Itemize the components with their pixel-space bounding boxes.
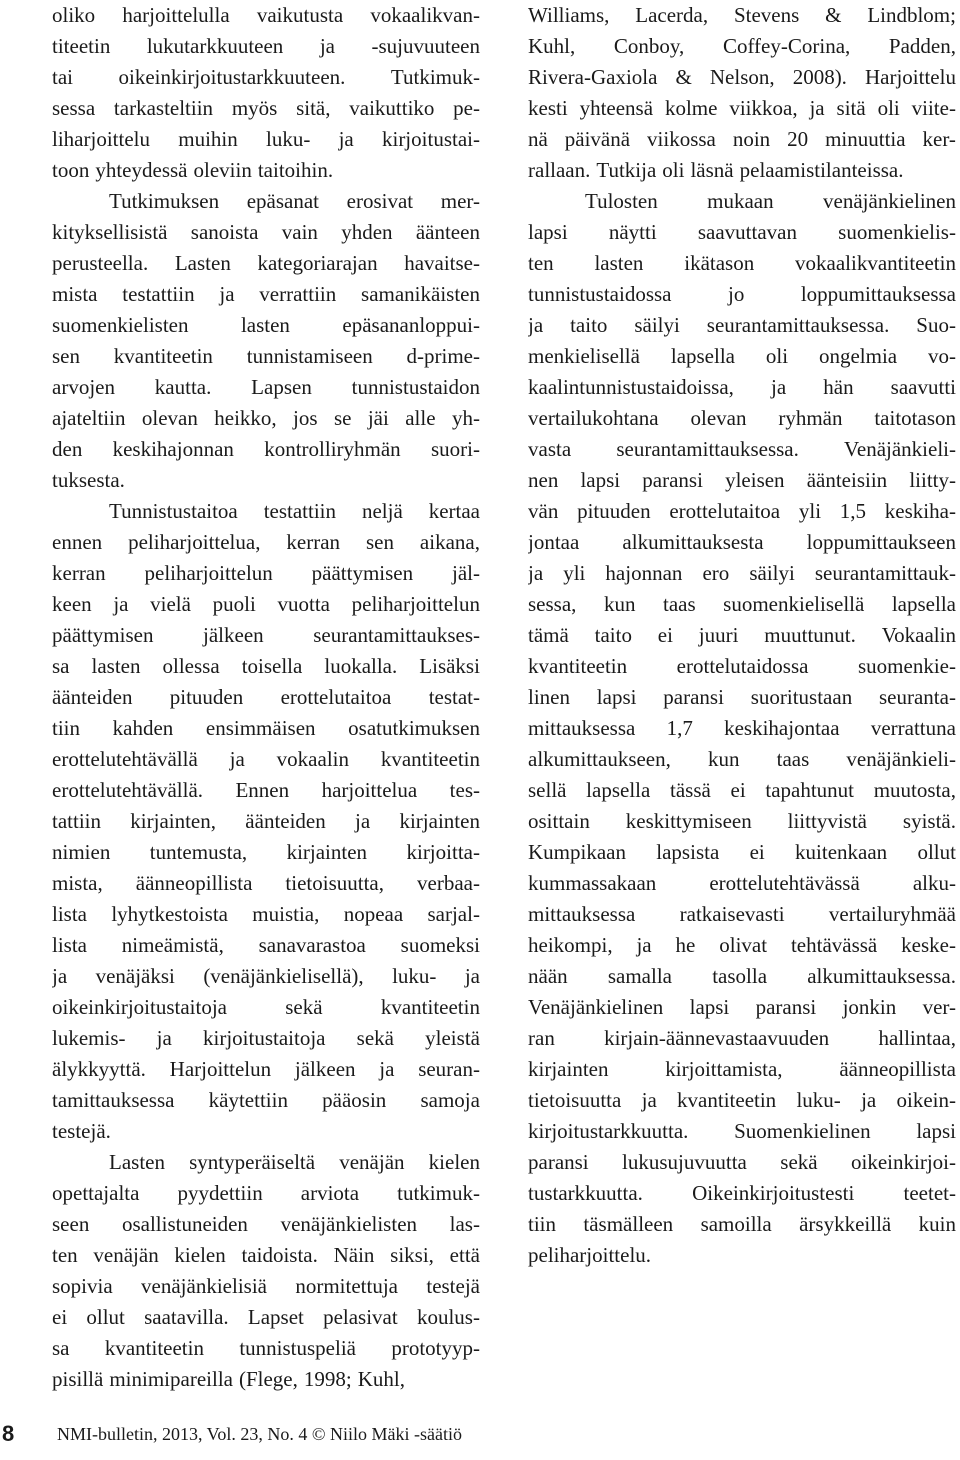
page-footer [0, 1421, 960, 1457]
text-line: mista testattiin ja verrattiin samanikäisten [52, 282, 480, 306]
text-line: kummassakaan erottelutehtävässä alku- [528, 871, 956, 895]
text-line: Tulosten mukaan venäjänkielinen [585, 189, 956, 213]
text-line: ten lasten ikätason vokaalikvantiteetin [528, 251, 956, 275]
text-line: tamittauksessa käytettiin pääosin samoja [52, 1088, 480, 1112]
page-number: 8 [2, 1421, 15, 1446]
text-line: den keskihajonnan kontrolliryhmän suori- [52, 437, 480, 461]
text-line: sopivia venäjänkielisiä normitettuja testejä [52, 1274, 480, 1298]
text-line: peliharjoittelu. [528, 1243, 652, 1267]
text-line: keen ja vielä puoli vuotta peliharjoittelun [52, 592, 480, 616]
text-line: jontaa alkumittauksesta loppumittaukseen [528, 530, 956, 554]
text-line: mittauksessa 1,7 keskihajontaa verrattuna [528, 716, 956, 740]
text-line: älykkyyttä. Harjoittelun jälkeen ja seuran- [52, 1057, 480, 1081]
text-line: ja taito säilyi seurantamittauksessa. Suo- [528, 313, 956, 337]
text-line: ten venäjän kielen taidoista. Näin siksi, että [52, 1243, 480, 1267]
text-line: mista, äänneopillista tietoisuutta, verbaa- [52, 871, 480, 895]
text-line: kirjoitustarkkuutta. Suomenkielinen lapsi [528, 1119, 956, 1143]
text-line: ajateltiin olevan heikko, jos se jäi alle yh- [52, 406, 480, 430]
text-line: nä päivänä viikossa noin 20 minuuttia ker- [528, 127, 956, 151]
text-line: Kuhl, Conboy, Coffey-Corina, Padden, [528, 34, 956, 58]
text-line: liharjoittelu muihin luku- ja kirjoitustai- [52, 127, 480, 151]
text-line: nään samalla tasolla alkumittauksessa. [528, 964, 956, 988]
text-line: arvojen kautta. Lapsen tunnistustaidon [52, 375, 480, 399]
text-line: Tunnistustaitoa testattiin neljä kertaa [109, 499, 480, 523]
text-line: menkielisellä lapsella oli ongelmia vo- [528, 344, 956, 368]
text-line: Kumpikaan lapsista ei kuitenkaan ollut [528, 840, 956, 864]
text-line: ja venäjäksi (venäjänkielisellä), luku- ja [52, 964, 480, 988]
text-line: erottelutehtävällä. Ennen harjoittelua tes- [52, 778, 480, 802]
text-line: testejä. [52, 1119, 111, 1143]
text-line: Venäjänkielinen lapsi paransi jonkin ver- [528, 995, 956, 1019]
text-line: pisillä minimipareilla (Flege, 1998; Kuhl, [52, 1367, 405, 1391]
text-line: tai oikeinkirjoitustarkkuuteen. Tutkimuk- [52, 65, 480, 89]
text-line: Tutkimuksen epäsanat erosivat mer- [109, 189, 480, 213]
text-line: nimien tuntemusta, kirjainten kirjoitta- [52, 840, 480, 864]
text-line: vasta seurantamittauksessa. Venäjänkieli- [528, 437, 956, 461]
text-line: toon yhteydessä oleviin taitoihin. [52, 158, 334, 182]
text-line: Williams, Lacerda, Stevens & Lindblom; [528, 3, 956, 27]
text-line: kerran peliharjoittelun päättymisen jäl- [52, 561, 480, 585]
text-line: kvantiteetin erottelutaidossa suomenkie- [528, 654, 956, 678]
text-line: opettajalta pyydettiin arviota tutkimuk- [52, 1181, 480, 1205]
text-line: tustarkkuutta. Oikeinkirjoitustesti teetet- [528, 1181, 956, 1205]
text-line: ei ollut saatavilla. Lapset pelasivat koulus- [52, 1305, 480, 1329]
text-line: sen kvantiteetin tunnistamiseen d-prime- [52, 344, 480, 368]
text-line: ja yli hajonnan ero säilyi seurantamittauk- [528, 561, 956, 585]
text-line: kityksellisistä sanoista vain yhden äänteen [52, 220, 480, 244]
text-line: lista lyhytkestoista muistia, nopeaa sarjal- [52, 902, 480, 926]
text-line: Lasten syntyperäiseltä venäjän kielen [109, 1150, 480, 1174]
text-line: tietoisuutta ja kvantiteetin luku- ja oikein- [528, 1088, 956, 1112]
text-line: titeetin lukutarkkuuteen ja -sujuvuuteen [52, 34, 480, 58]
text-line: tämä taito ei juuri muuttunut. Vokaalin [528, 623, 956, 647]
text-line: kesti yhteensä kolme viikkoa, ja sitä oli viite- [528, 96, 956, 120]
text-line: oikeinkirjoitustaitoja sekä kvantiteetin [52, 995, 480, 1019]
text-line: lukemis- ja kirjoitustaitoja sekä yleistä [52, 1026, 480, 1050]
text-line: rallaan. Tutkija oli läsnä pelaamistilanteissa. [528, 158, 904, 182]
text-line: heikompi, ja he olivat tehtävässä keske- [528, 933, 956, 957]
text-line: sa kvantiteetin tunnistuspeliä prototyyp- [52, 1336, 480, 1360]
text-line: tiin täsmälleen samoilla ärsykkeillä kuin [528, 1212, 956, 1236]
text-line: tiin kahden ensimmäisen osatutkimuksen [52, 716, 480, 740]
text-line: sessa, kun taas suomenkielisellä lapsella [528, 592, 956, 616]
left-text-column [52, 0, 480, 1395]
text-line: tattiin kirjainten, äänteiden ja kirjainten [52, 809, 480, 833]
text-line: tunnistustaidossa jo loppumittauksessa [528, 282, 956, 306]
text-line: vän pituuden erottelutaitoa yli 1,5 keskiha- [528, 499, 956, 523]
text-line: paransi lukusujuvuutta sekä oikeinkirjoi- [528, 1150, 956, 1174]
text-line: perusteella. Lasten kategoriarajan havaitse- [52, 251, 480, 275]
text-line: äänteiden pituuden erottelutaitoa testat- [52, 685, 480, 709]
text-line: kirjainten kirjoittamista, äänneopillista [528, 1057, 956, 1081]
right-text-column [528, 0, 956, 1271]
text-line: lista nimeämistä, sanavarastoa suomeksi [52, 933, 480, 957]
text-line: sa lasten ollessa toisella luokalla. Lisäksi [52, 654, 480, 678]
text-line: tuksesta. [52, 468, 125, 492]
text-line: päättymisen jälkeen seurantamittaukses- [52, 623, 480, 647]
text-line: ran kirjain-äännevastaavuuden hallintaa, [528, 1026, 956, 1050]
text-line: linen lapsi paransi suoritustaan seuranta- [528, 685, 956, 709]
text-line: lapsi näytti saavuttavan suomenkielis- [528, 220, 956, 244]
text-line: sellä lapsella tässä ei tapahtunut muutosta, [528, 778, 956, 802]
text-line: kaalintunnistustaidoissa, ja hän saavutti [528, 375, 956, 399]
text-line: seen osallistuneiden venäjänkielisten las- [52, 1212, 480, 1236]
text-line: erottelutehtävällä ja vokaalin kvantiteetin [52, 747, 480, 771]
text-line: sessa tarkasteltiin myös sitä, vaikuttiko pe- [52, 96, 480, 120]
text-line: vertailukohtana olevan ryhmän taitotason [528, 406, 956, 430]
text-line: oliko harjoittelulla vaikutusta vokaalikvan- [52, 3, 480, 27]
publication-info: NMI-bulletin, 2013, Vol. 23, No. 4 © Niilo Mäki -säätiö [57, 1424, 462, 1444]
text-line: mittauksessa ratkaisevasti vertailuryhmää [528, 902, 956, 926]
text-line: osittain keskittymiseen liittyvistä syistä. [528, 809, 956, 833]
text-line: nen lapsi paransi yleisen äänteisiin liitty- [528, 468, 956, 492]
text-line: alkumittaukseen, kun taas venäjänkieli- [528, 747, 956, 771]
text-line: suomenkielisten lasten epäsananloppui- [52, 313, 480, 337]
text-line: Rivera-Gaxiola & Nelson, 2008). Harjoittelu [528, 65, 956, 89]
text-line: ennen peliharjoittelua, kerran sen aikana, [52, 530, 480, 554]
